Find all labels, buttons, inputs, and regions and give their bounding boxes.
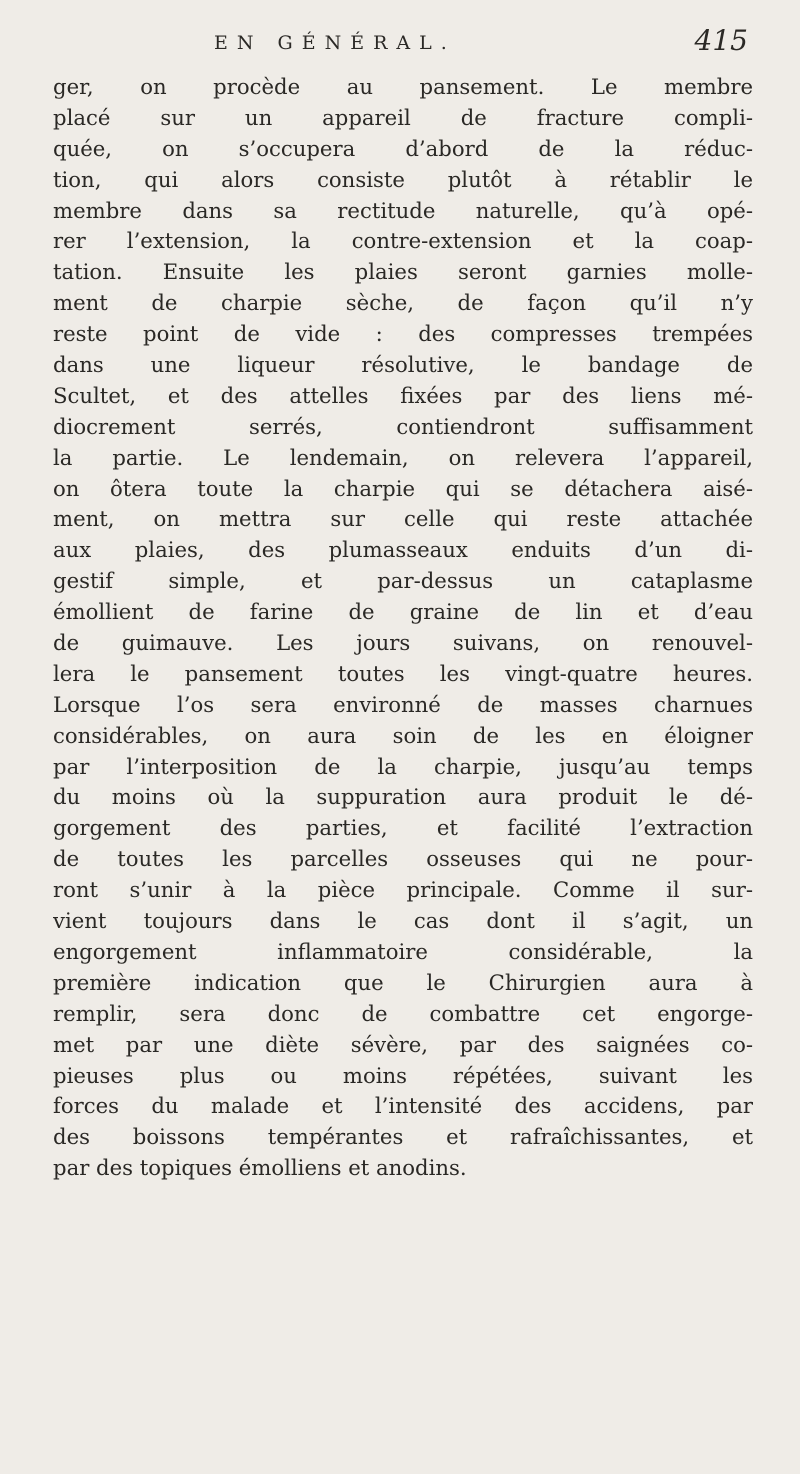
text-line: met par une diète sévère, par des saignées co- xyxy=(53,1031,753,1057)
text-line: on ôtera toute la charpie qui se détachera aisé- xyxy=(53,475,753,501)
text-line: tation. Ensuite les plaies seront garnies molle- xyxy=(53,259,753,285)
text-line: ront s’unir à la pièce principale. Comme il sur- xyxy=(53,877,753,903)
text-line: engorgement inflammatoire considérable, la xyxy=(53,938,753,964)
text-line: pieuses plus ou moins répétées, suivant les xyxy=(53,1062,753,1088)
text-line: par l’interposition de la charpie, jusqu’au temps xyxy=(53,753,753,779)
body-text xyxy=(53,72,753,1184)
text-line: gorgement des parties, et facilité l’extraction xyxy=(53,815,753,841)
text-line: émollient de farine de graine de lin et d’eau xyxy=(53,599,753,625)
text-line: la partie. Le lendemain, on relevera l’appareil, xyxy=(53,444,753,470)
text-line: aux plaies, des plumasseaux enduits d’un di- xyxy=(53,537,753,563)
text-line: par des topiques émolliens et anodins. xyxy=(53,1155,467,1181)
text-line: du moins où la suppuration aura produit le dé- xyxy=(53,784,753,810)
text-line: gestif simple, et par-dessus un cataplasme xyxy=(53,568,753,594)
page-header xyxy=(52,22,752,66)
text-line: des boissons tempérantes et rafraîchissantes, et xyxy=(53,1124,753,1150)
text-line: de toutes les parcelles osseuses qui ne pour- xyxy=(53,846,753,872)
running-title: EN GÉNÉRAL. xyxy=(214,32,456,54)
text-line: remplir, sera donc de combattre cet engorge- xyxy=(53,1000,753,1026)
text-line: première indication que le Chirurgien aura à xyxy=(53,969,753,995)
text-line: lera le pansement toutes les vingt-quatre heures. xyxy=(53,660,753,686)
text-line: membre dans sa rectitude naturelle, qu’à opé- xyxy=(53,197,753,223)
text-line: Scultet, et des attelles fixées par des liens mé- xyxy=(53,382,753,408)
text-line: reste point de vide : des compresses trempées xyxy=(53,321,753,347)
text-line: rer l’extension, la contre-extension et la coap- xyxy=(53,228,753,254)
text-line: quée, on s’occupera d’abord de la réduc- xyxy=(53,135,753,161)
text-line: Lorsque l’os sera environné de masses charnues xyxy=(53,691,753,717)
text-line: tion, qui alors consiste plutôt à rétablir le xyxy=(53,166,753,192)
text-line: vient toujours dans le cas dont il s’agit, un xyxy=(53,908,753,934)
text-line: diocrement serrés, contiendront suffisamment xyxy=(53,413,753,439)
text-line: de guimauve. Les jours suivans, on renouvel- xyxy=(53,630,753,656)
text-line: considérables, on aura soin de les en éloigner xyxy=(53,722,753,748)
text-line: forces du malade et l’intensité des accidens, par xyxy=(53,1093,753,1119)
text-line: dans une liqueur résolutive, le bandage de xyxy=(53,352,753,378)
page-number: 415 xyxy=(694,24,748,57)
text-line: ger, on procède au pansement. Le membre xyxy=(53,74,753,99)
text-line: ment, on mettra sur celle qui reste attachée xyxy=(53,506,753,532)
text-line: placé sur un appareil de fracture compli- xyxy=(53,104,753,130)
text-line: ment de charpie sèche, de façon qu’il n’y xyxy=(53,290,753,316)
